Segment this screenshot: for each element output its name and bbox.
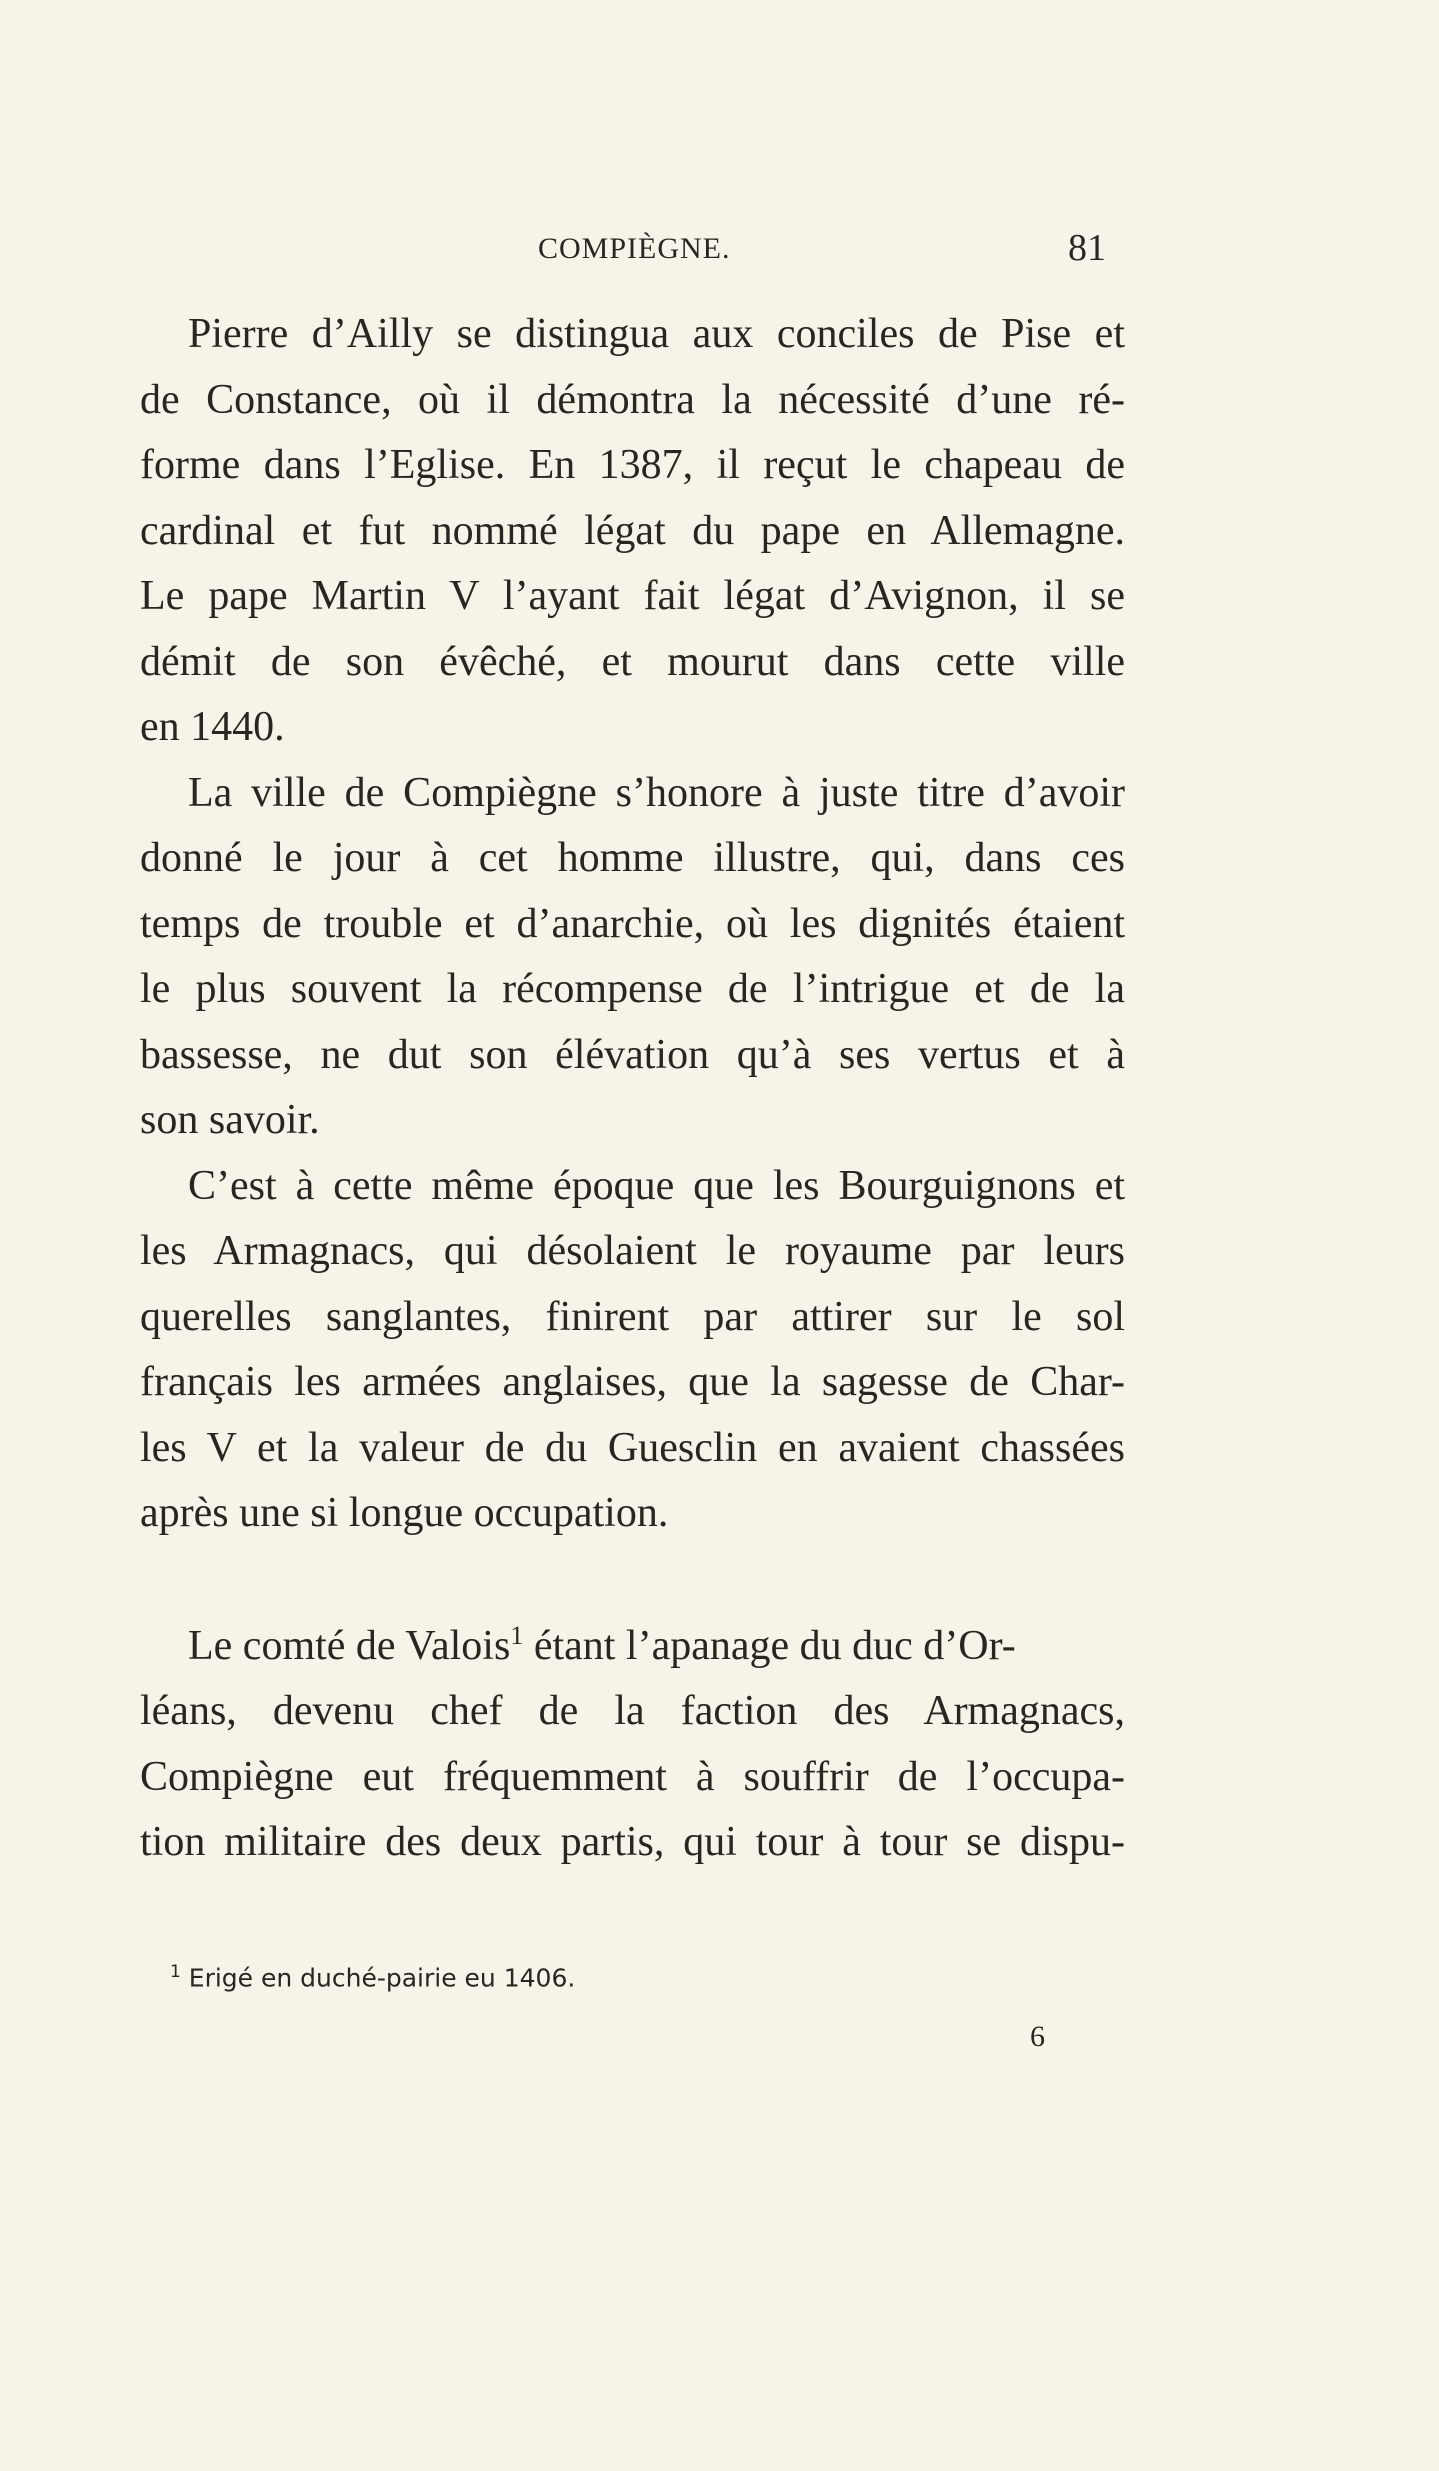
running-title: COMPIÈGNE. [538,232,731,265]
text-line: Le pape Martin V l’ayant fait légat d’Avignon, il se [140,573,1125,619]
paragraph-2 [140,761,1125,1154]
paragraph-1 [140,302,1125,761]
footnote-text: Erigé en duché-pairie eu 1406. [180,1963,576,1993]
text-line: léans, devenu chef de la faction des Armagnacs, [140,1688,1125,1734]
text-segment [188,1614,1016,1680]
text-line: en 1440. [140,704,285,750]
footnote-reference[interactable]: 1 [510,1620,524,1650]
text-line: de Constance, où il démontra la nécessité d’une ré- [140,376,1125,423]
text-line: La ville de Compiègne s’honore à juste titre d’avoir [188,769,1125,816]
text-line: cardinal et fut nommé légat du pape en Allemagne. [140,507,1125,554]
text-segment: étant l’apanage du duc d’Or- [523,1622,1016,1669]
section-gap [140,1547,1125,1614]
text-line: les Armagnacs, qui désolaient le royaume par leurs [140,1228,1125,1274]
text-line [140,1614,1125,1680]
text-line: querelles sanglantes, finirent par attirer sur le sol [140,1293,1125,1340]
footnote-marker: 1 [170,1962,181,1982]
signature-mark: 6 [1030,2020,1045,2053]
text-line: bassesse, ne dut son élévation qu’à ses vertus et à [140,1031,1125,1078]
text-line: donné le jour à cet homme illustre, qui, dans ces [140,835,1125,881]
text-line: démit de son évêché, et mourut dans cette ville [140,638,1125,685]
text-line: français les armées anglaises, que la sagesse de Char- [140,1359,1125,1405]
text-line: Pierre d’Ailly se distingua aux conciles de Pise et [188,311,1125,357]
text-segment: Le comté de Valois [188,1622,511,1669]
running-head [0,227,1439,282]
text-line: tion militaire des deux partis, qui tour à tour se dispu- [140,1819,1125,1865]
text-line: Compiègne eut fréquemment à souffrir de l’occupa- [140,1753,1125,1800]
text-line: les V et la valeur de du Guesclin en avaient chassées [140,1424,1125,1471]
paragraph-3 [140,1154,1125,1547]
text-line: son savoir. [140,1097,320,1143]
text-line: forme dans l’Eglise. En 1387, il reçut le chapeau de [140,442,1125,488]
text-line: le plus souvent la récompense de l’intrigue et de la [140,966,1125,1012]
text-line: après une si longue occupation. [140,1490,669,1536]
footnote [170,1962,575,1992]
text-line: C’est à cette même époque que les Bourguignons et [188,1162,1125,1209]
paragraph-4 [140,1614,1125,1876]
body-text [140,302,1125,1876]
text-line: temps de trouble et d’anarchie, où les dignités étaient [140,900,1125,947]
page-number: 81 [1068,227,1106,269]
